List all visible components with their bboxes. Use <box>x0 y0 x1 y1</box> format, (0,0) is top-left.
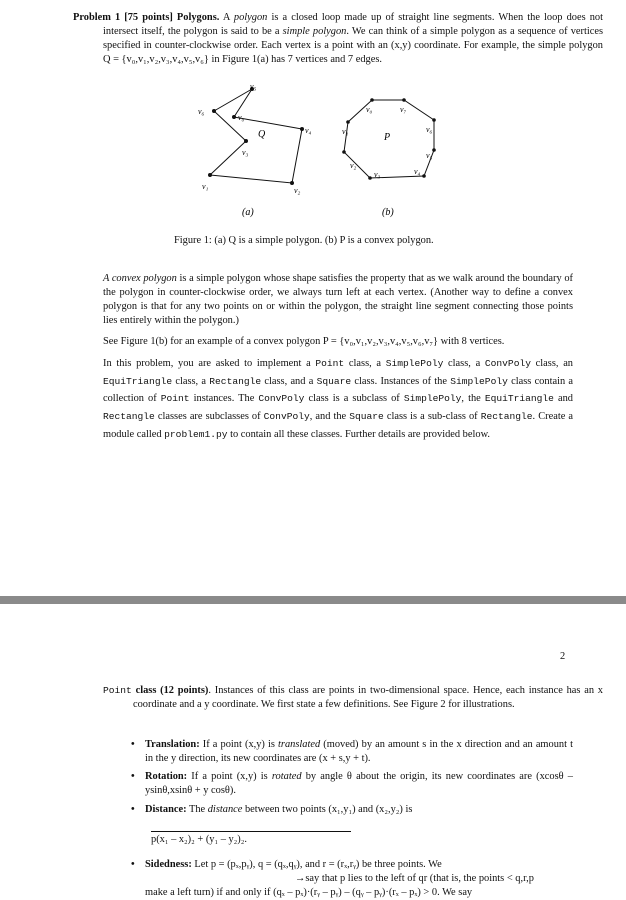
code-simplepoly: SimplePoly <box>403 393 462 405</box>
convex-text: is a simple polygon whose shape satisfies the property that as we walk around the boundary of the polygon in counter-clockwise order, we always turn left at each vertex. (Another way to define a convex polygon is that for any two points on or within the polygon, the straight line segment connecting those points lies entirely within the polygon.) <box>103 273 574 327</box>
bullet-distance <box>131 803 573 817</box>
label-q: Q <box>258 129 266 140</box>
intro-text: A <box>219 12 234 23</box>
code-simplepoly: SimplePoly <box>450 375 508 387</box>
term-convex-polygon: A convex polygon <box>103 273 177 284</box>
code-point: Point <box>315 358 345 369</box>
code-convpoly: ConvPoly <box>258 393 305 405</box>
problem-intro <box>73 11 603 67</box>
bullet-icon: • <box>131 771 135 782</box>
bullet-text: between two points (x₁,y₁) and (x₂,y₂) is <box>242 804 413 815</box>
label-v6: v₆ <box>198 107 205 116</box>
code-rectangle: Rectangle <box>480 411 533 423</box>
label-v2: v₂ <box>350 161 357 170</box>
code-equitriangle: EquiTriangle <box>103 375 173 387</box>
label-v1: v₁ <box>202 182 209 191</box>
bullet-term: rotated <box>271 771 302 782</box>
code-convpoly: ConvPoly <box>484 358 531 369</box>
bullet-rotation <box>131 770 573 798</box>
bullet-translation <box>131 738 573 766</box>
impl-text: and <box>553 393 573 405</box>
label-v1: v₁ <box>342 127 349 136</box>
figure-a-simple-polygon <box>190 83 330 223</box>
vertex-v6 <box>432 118 436 122</box>
figure-b-label: (b) <box>382 207 394 218</box>
polygon-q-edges <box>210 89 302 183</box>
label-v4: v₄ <box>414 167 421 176</box>
vertex-v1 <box>346 120 350 124</box>
label-v5: v₅ <box>250 83 257 91</box>
label-v7: v₇ <box>400 105 407 114</box>
bullet-text: make a left turn) if and only if (qₓ – pₓ)·(rᵧ – pᵧ) – (qᵧ – pᵧ)·(rₓ – pₓ) > 0. We say <box>145 887 473 899</box>
impl-text: , the <box>461 393 485 405</box>
bullet-heading: Rotation: <box>145 771 188 782</box>
code-equitriangle: EquiTriangle <box>484 393 554 405</box>
vertex-v4 <box>422 174 426 178</box>
bullet-text: →say that p lies to the left of qr (that is, the points < q,r,p <box>295 873 534 885</box>
bullet-heading: Sidedness: <box>145 859 192 870</box>
figure-a-label: (a) <box>242 207 254 218</box>
label-v0: v₀ <box>238 113 245 122</box>
code-simplepoly: SimplePoly <box>385 358 444 369</box>
bullet-text: If a point (x,y) is <box>199 739 279 750</box>
code-filename: problem1.py <box>164 428 228 440</box>
vertex-v2 <box>342 150 346 154</box>
code-convpoly: ConvPoly <box>263 411 310 423</box>
impl-text: In this problem, you are asked to implement a <box>103 358 316 369</box>
point-class-text: . Instances of this class are points in two-dimensional space. Hence, each instance has an x coordinate and a y coordinate. We first state a few definitions. See Figure 2 for illustrations. <box>133 685 604 711</box>
vertex-v5 <box>432 148 436 152</box>
label-v3: v₃ <box>242 148 249 157</box>
bullet-heading: Distance: <box>145 804 187 815</box>
code-rectangle: Rectangle <box>209 375 262 387</box>
bullet-icon: • <box>131 739 135 750</box>
intro-text: is a closed loop made up of straight line segments. When the loop does not intersect itself, the polygon is said to be a <box>103 12 604 38</box>
label-v2: v₂ <box>294 186 301 195</box>
bullet-text: If a point (x,y) is <box>187 771 272 782</box>
page-separator <box>0 596 626 604</box>
label-v6: v₆ <box>426 125 433 134</box>
vertex-v3 <box>368 176 372 180</box>
impl-text: class, a <box>443 358 485 369</box>
vertex-v0 <box>232 115 236 119</box>
term-polygon: polygon <box>233 12 268 23</box>
vertex-v3 <box>244 139 248 143</box>
convex-definition <box>103 272 573 328</box>
bullet-text: by angle θ about the origin, its new coordinates are (xcosθ – ysinθ,xsinθ + y cosθ). <box>145 771 573 797</box>
bullet-term: distance <box>207 804 243 815</box>
vertex-v1 <box>208 173 212 177</box>
bullet-text: (moved) by an amount s in the x direction and an amount t in the y direction, its new coordinates are (x + s,y + t). <box>145 739 573 765</box>
code-point: Point <box>160 393 190 405</box>
vertex-v2 <box>290 181 294 185</box>
vertex-v4 <box>300 127 304 131</box>
label-v3: v₃ <box>374 170 381 179</box>
distance-formula: p(x₁ – x₂)₂ + (y₁ – y₂)₂. <box>151 831 351 847</box>
impl-text: class contain a collection of <box>103 375 574 405</box>
impl-text: class, an <box>530 358 574 369</box>
code-square: Square <box>349 411 384 423</box>
page-number: 2 <box>560 651 566 662</box>
impl-text: class, a <box>344 358 386 369</box>
label-v0: v₀ <box>366 105 373 114</box>
point-class-heading: class (12 points) <box>131 685 209 696</box>
impl-text: class. Instances of the <box>351 375 451 387</box>
impl-text: class, and a <box>261 375 317 387</box>
page-2 <box>0 604 626 898</box>
bullet-sidedness <box>131 858 585 900</box>
bullet-icon: • <box>131 859 135 870</box>
vertex-v0 <box>370 98 374 102</box>
figure-caption: Figure 1: (a) Q is a simple polygon. (b) P is a convex polygon. <box>174 235 434 246</box>
code-rectangle: Rectangle <box>103 411 155 423</box>
label-p: P <box>384 132 391 143</box>
impl-text: class is a sub-class of <box>383 411 481 423</box>
impl-text: , and the <box>309 411 350 423</box>
convex-example: See Figure 1(b) for an example of a convex polygon P = {v₀,v₁,v₂,v₃,v₄,v₅,v₆,v₇} with 8 vertices. <box>103 336 505 347</box>
impl-text: to contain all these classes. Further details are provided below. <box>227 428 490 440</box>
point-class-intro <box>103 684 603 712</box>
intro-text: . We can think of a simple polygon as a sequence of vertices specified in counter-clockwise order. Each vertex is a point with an (x,y) coordinate. For example, the simple polygon Q = {v₀,v₁,v₂,v₃,v₄,v₅,v₆} in Figure 1(a) has 7 vertices and 7 edges. <box>103 26 604 66</box>
bullet-term: translated <box>278 739 321 750</box>
code-square: Square <box>316 375 352 387</box>
term-simple-polygon: simple polygon <box>282 26 347 38</box>
bullet-icon: • <box>131 804 135 815</box>
figure-b-convex-polygon <box>330 90 450 225</box>
impl-text: class is a subclass of <box>304 393 404 405</box>
problem-heading: Problem 1 [75 points] Polygons. <box>73 12 220 23</box>
impl-text: classes are subclasses of <box>154 411 264 423</box>
code-point: Point <box>103 685 132 696</box>
vertex-v7 <box>402 98 406 102</box>
bullet-heading: Translation: <box>145 739 200 750</box>
bullet-text: Let p = (pₓ,pᵧ), q = (qₓ,qᵧ), and r = (rₓ,rᵧ) be three points. We <box>191 859 442 870</box>
impl-text: instances. The <box>189 393 259 405</box>
implementation-paragraph <box>103 355 573 444</box>
label-v5: v₅ <box>426 151 433 160</box>
bullet-text: The <box>186 804 208 815</box>
impl-text: . Create a module called <box>103 411 574 440</box>
vertex-v6 <box>212 109 216 113</box>
label-v4: v₄ <box>305 126 312 135</box>
impl-text: class, a <box>172 375 210 387</box>
